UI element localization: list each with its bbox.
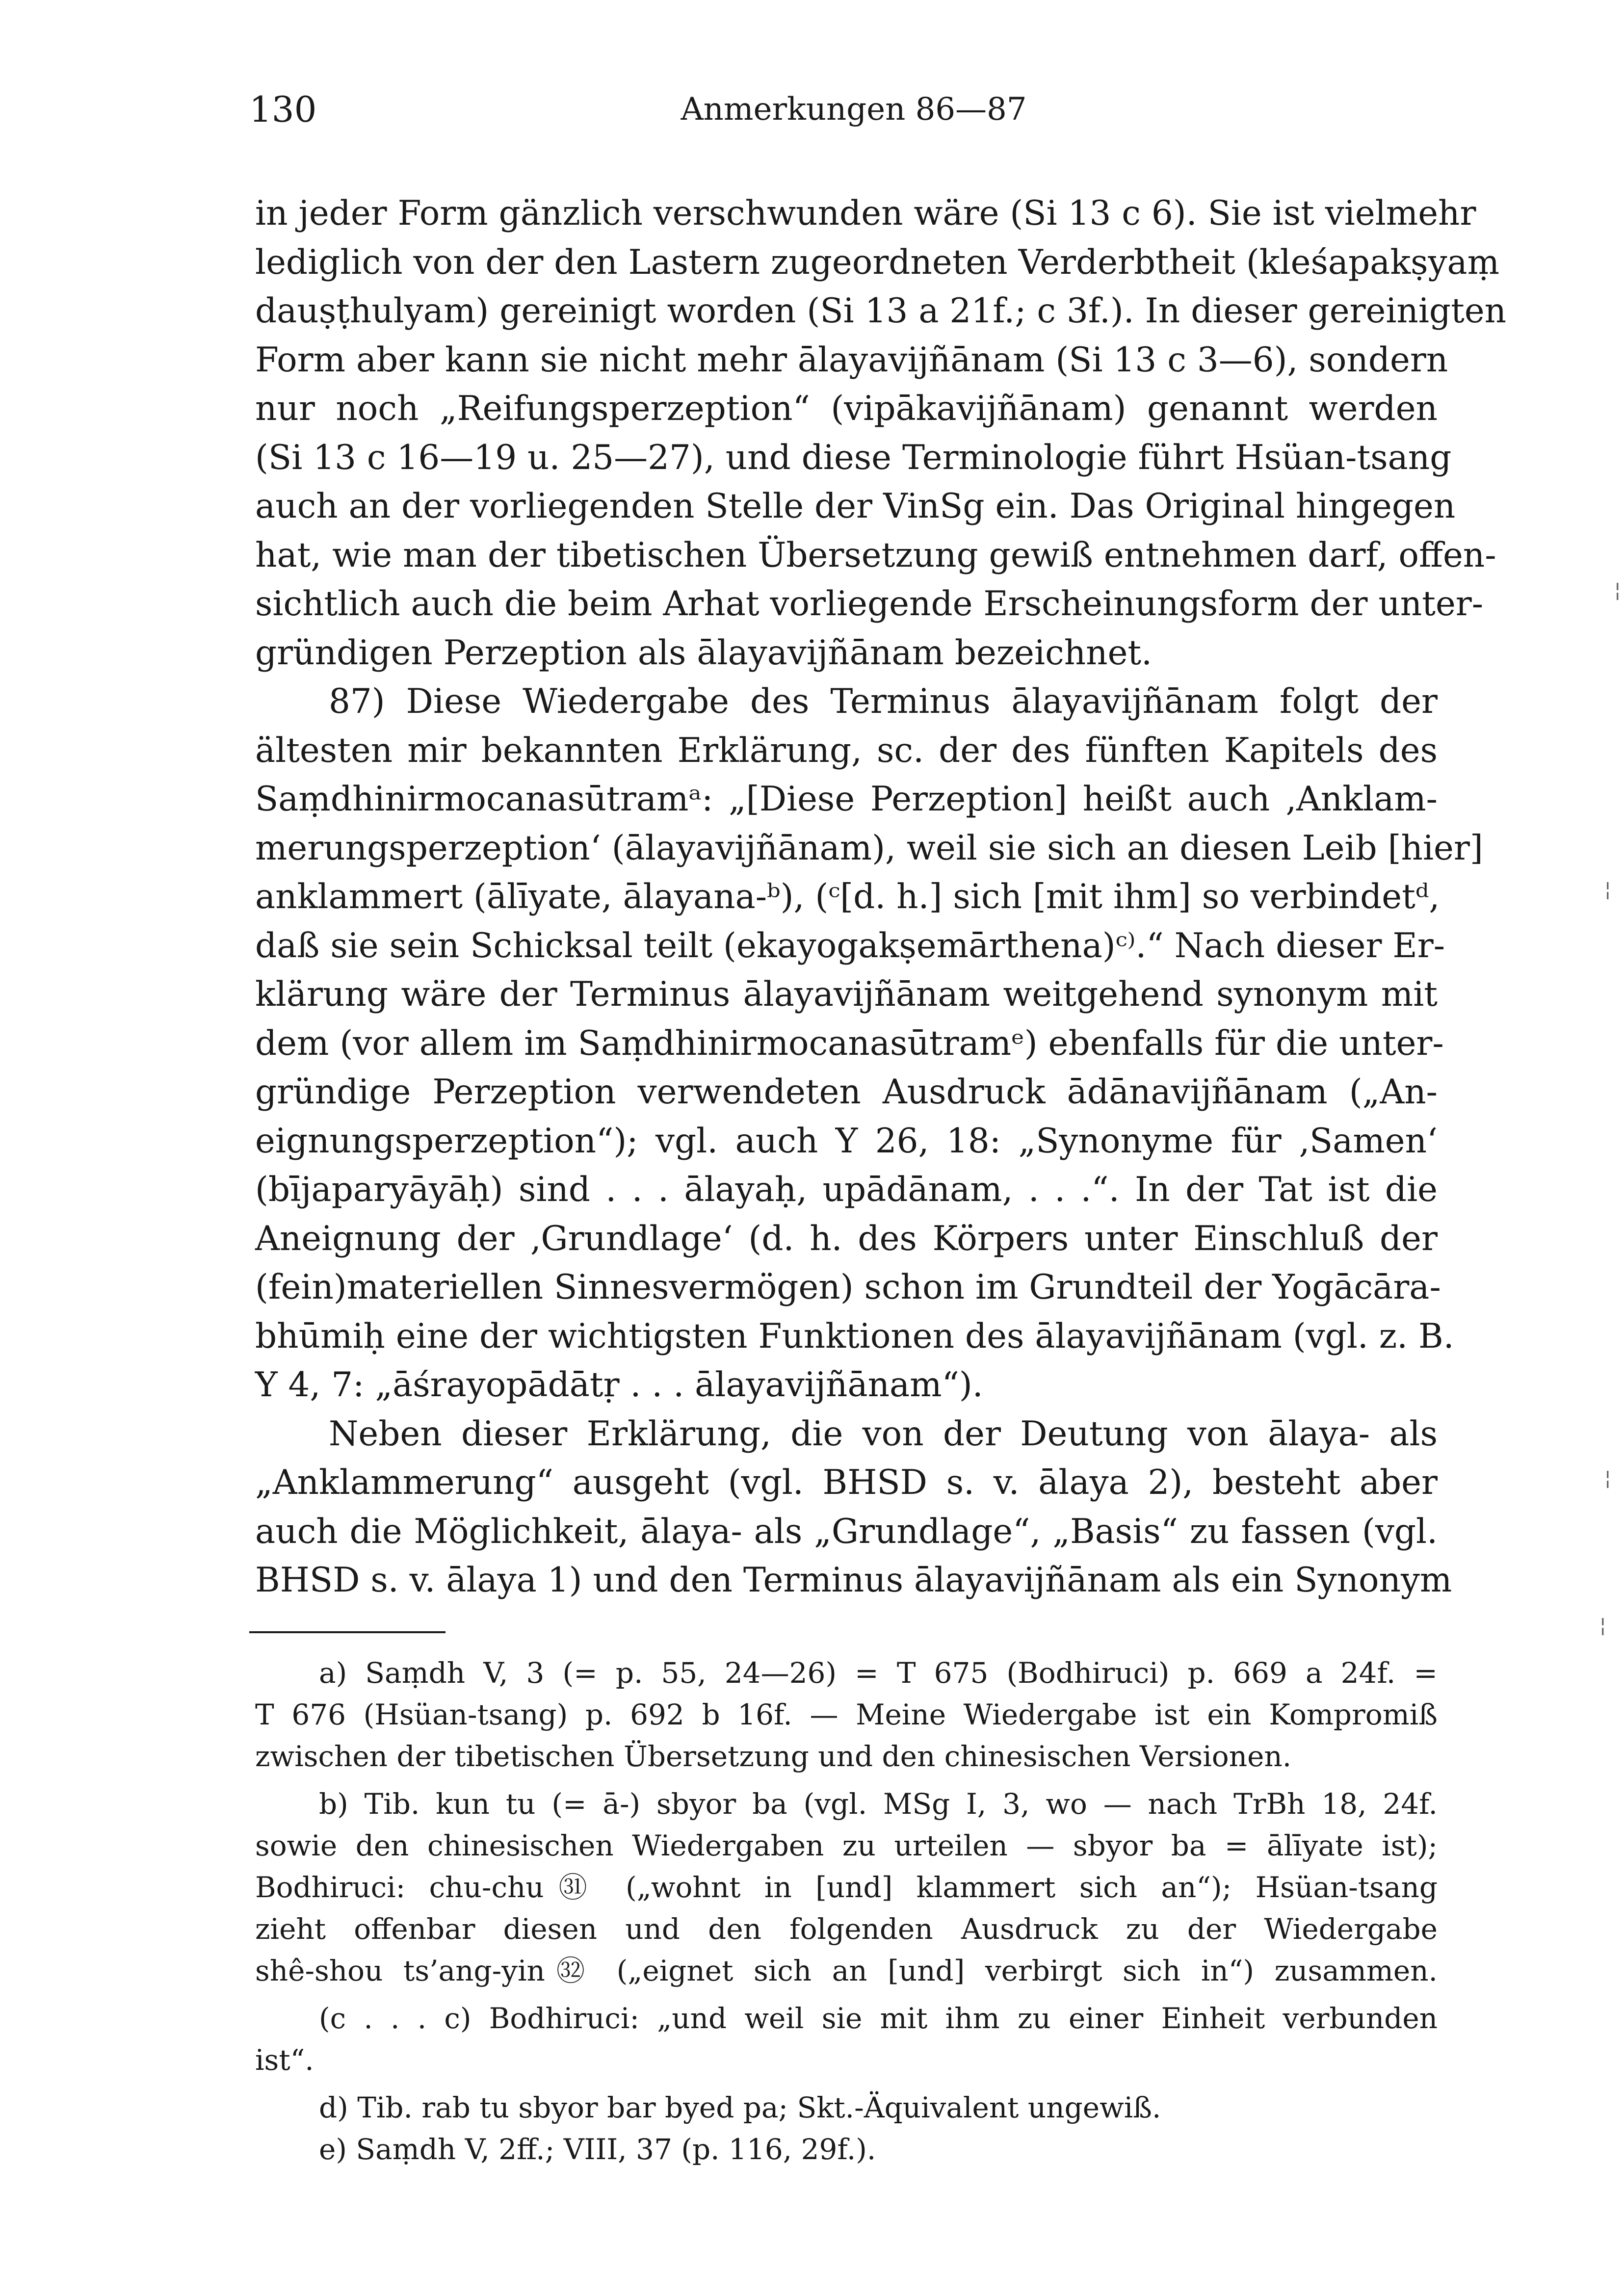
footnote-line: d) Tib. rab tu sbyor bar byed pa; Skt.-Äquivalent ungewiß. xyxy=(319,2091,1161,2124)
footnotes xyxy=(255,1652,1438,2170)
text-line: hat, wie man der tibetischen Übersetzung gewiß entnehmen darf, offen- xyxy=(255,535,1496,575)
text-line: Form aber kann sie nicht mehr ālayavijñānam (Si 13 c 3—6), sondern xyxy=(255,340,1448,380)
footnote-line: T 676 (Hsüan-tsang) p. 692 b 16f. — Meine Wiedergabe ist ein Kompromiß xyxy=(255,1698,1438,1731)
text-line: „Anklammerung“ ausgeht (vgl. BHSD s. v. ālaya 2), besteht aber xyxy=(255,1463,1438,1502)
text-line: dauṣṭhulyam) gereinigt worden (Si 13 a 21f.; c 3f.). In dieser gereinigten xyxy=(255,291,1507,331)
text-line: (Si 13 c 16—19 u. 25—27), und diese Terminologie führt Hsüan-tsang xyxy=(255,438,1452,477)
text-line: Saṃdhinirmocanasūtramᵃ: „[Diese Perzeption] heißt auch ‚Anklam- xyxy=(255,780,1438,819)
scan-margin-mark: ¦ xyxy=(1614,579,1621,601)
running-header: Anmerkungen 86—87 xyxy=(681,91,1027,128)
text-line: bhūmiḥ eine der wichtigsten Funktionen des ālayavijñānam (vgl. z. B. xyxy=(255,1316,1454,1356)
footnote-line: shê-shou ts’ang-yin㉜ („eignet sich an [und] verbirgt sich in“) zusammen. xyxy=(255,1954,1438,1987)
footnote-line: Bodhiruci: chu-chu㉛ („wohnt in [und] klammert sich an“); Hsüan-tsang xyxy=(255,1871,1438,1904)
text-line: merungsperzeption‘ (ālayavijñānam), weil sie sich an diesen Leib [hier] xyxy=(255,828,1483,868)
page-number: 130 xyxy=(249,89,317,130)
note-87-first-line: 87) Diese Wiedergabe des Terminus ālayavijñānam folgt der xyxy=(329,682,1438,721)
text-line: anklammert (ālīyate, ālayana-ᵇ), (ᶜ[d. h.] sich [mit ihm] so verbindetᵈ, xyxy=(255,877,1440,916)
footnote-line: zieht offenbar diesen und den folgenden Ausdruck zu der Wiedergabe xyxy=(255,1912,1438,1946)
text-line: sichtlich auch die beim Arhat vorliegende Erscheinungsform der unter- xyxy=(255,584,1484,624)
text-line: auch an der vorliegenden Stelle der VinSg ein. Das Original hingegen xyxy=(255,487,1456,526)
footnote-divider xyxy=(249,1631,445,1633)
footnote-line: zwischen der tibetischen Übersetzung und den chinesischen Versionen. xyxy=(255,1740,1292,1773)
text-line: Y 4, 7: „āśrayopādātṛ . . . ālayavijñānam“). xyxy=(255,1365,983,1405)
text-line: ältesten mir bekannten Erklärung, sc. der des fünften Kapitels des xyxy=(255,731,1438,770)
footnote-line: sowie den chinesischen Wiedergaben zu urteilen — sbyor ba = ālīyate ist); xyxy=(255,1829,1438,1862)
footnote-line: a) Saṃdh V, 3 (= p. 55, 24—26) = T 675 (Bodhiruci) p. 669 a 24f. = xyxy=(319,1656,1438,1690)
text-line: in jeder Form gänzlich verschwunden wäre (Si 13 c 6). Sie ist vielmehr xyxy=(255,194,1476,233)
text-line: gründigen Perzeption als ālayavijñānam bezeichnet. xyxy=(255,633,1153,673)
text-line: lediglich von der den Lastern zugeordneten Verderbtheit (kleśapakṣyaṃ xyxy=(255,242,1500,282)
main-text xyxy=(255,189,1507,1605)
text-line: (fein)materiellen Sinnesvermögen) schon im Grundteil der Yogācāra- xyxy=(255,1268,1441,1307)
text-line: gründige Perzeption verwendeten Ausdruck ādānavijñānam („An- xyxy=(255,1072,1438,1112)
scan-margin-mark: ¦ xyxy=(1604,878,1611,901)
text-line: daß sie sein Schicksal teilt (ekayogakṣemārthena)ᶜ⁾.“ Nach dieser Er- xyxy=(255,926,1445,965)
scan-margin-mark: ¦ xyxy=(1604,1467,1611,1489)
footnote-line: ist“. xyxy=(255,2043,314,2077)
text-line: eignungsperzeption“); vgl. auch Y 26, 18: „Synonyme für ‚Samen‘ xyxy=(255,1121,1438,1161)
text-line: (bījaparyāyāḥ) sind . . . ālayaḥ, upādānam, . . .“. In der Tat ist die xyxy=(255,1170,1438,1209)
footnote-line: b) Tib. kun tu (= ā-) sbyor ba (vgl. MSg I, 3, wo — nach TrBh 18, 24f. xyxy=(319,1787,1438,1821)
paragraph-first-line: Neben dieser Erklärung, die von der Deutung von ālaya- als xyxy=(329,1414,1438,1454)
footnote-line: (c . . . c) Bodhiruci: „und weil sie mit ihm zu einer Einheit verbunden xyxy=(319,2002,1438,2035)
text-line: BHSD s. v. ālaya 1) und den Terminus ālayavijñānam als ein Synonym xyxy=(255,1561,1452,1600)
text-line: nur noch „Reifungsperzeption“ (vipākavijñānam) genannt werden xyxy=(255,389,1438,428)
text-line: dem (vor allem im Saṃdhinirmocanasūtramᵉ) ebenfalls für die unter- xyxy=(255,1023,1444,1063)
footnote-line: e) Saṃdh V, 2ff.; VIII, 37 (p. 116, 29f.). xyxy=(319,2133,876,2166)
text-line: Aneignung der ‚Grundlage‘ (d. h. des Körpers unter Einschluß der xyxy=(255,1219,1438,1258)
text-line: klärung wäre der Terminus ālayavijñānam weitgehend synonym mit xyxy=(255,975,1438,1014)
scan-margin-mark: ¦ xyxy=(1599,1614,1606,1637)
text-line: auch die Möglichkeit, ālaya- als „Grundlage“, „Basis“ zu fassen (vgl. xyxy=(255,1512,1438,1551)
